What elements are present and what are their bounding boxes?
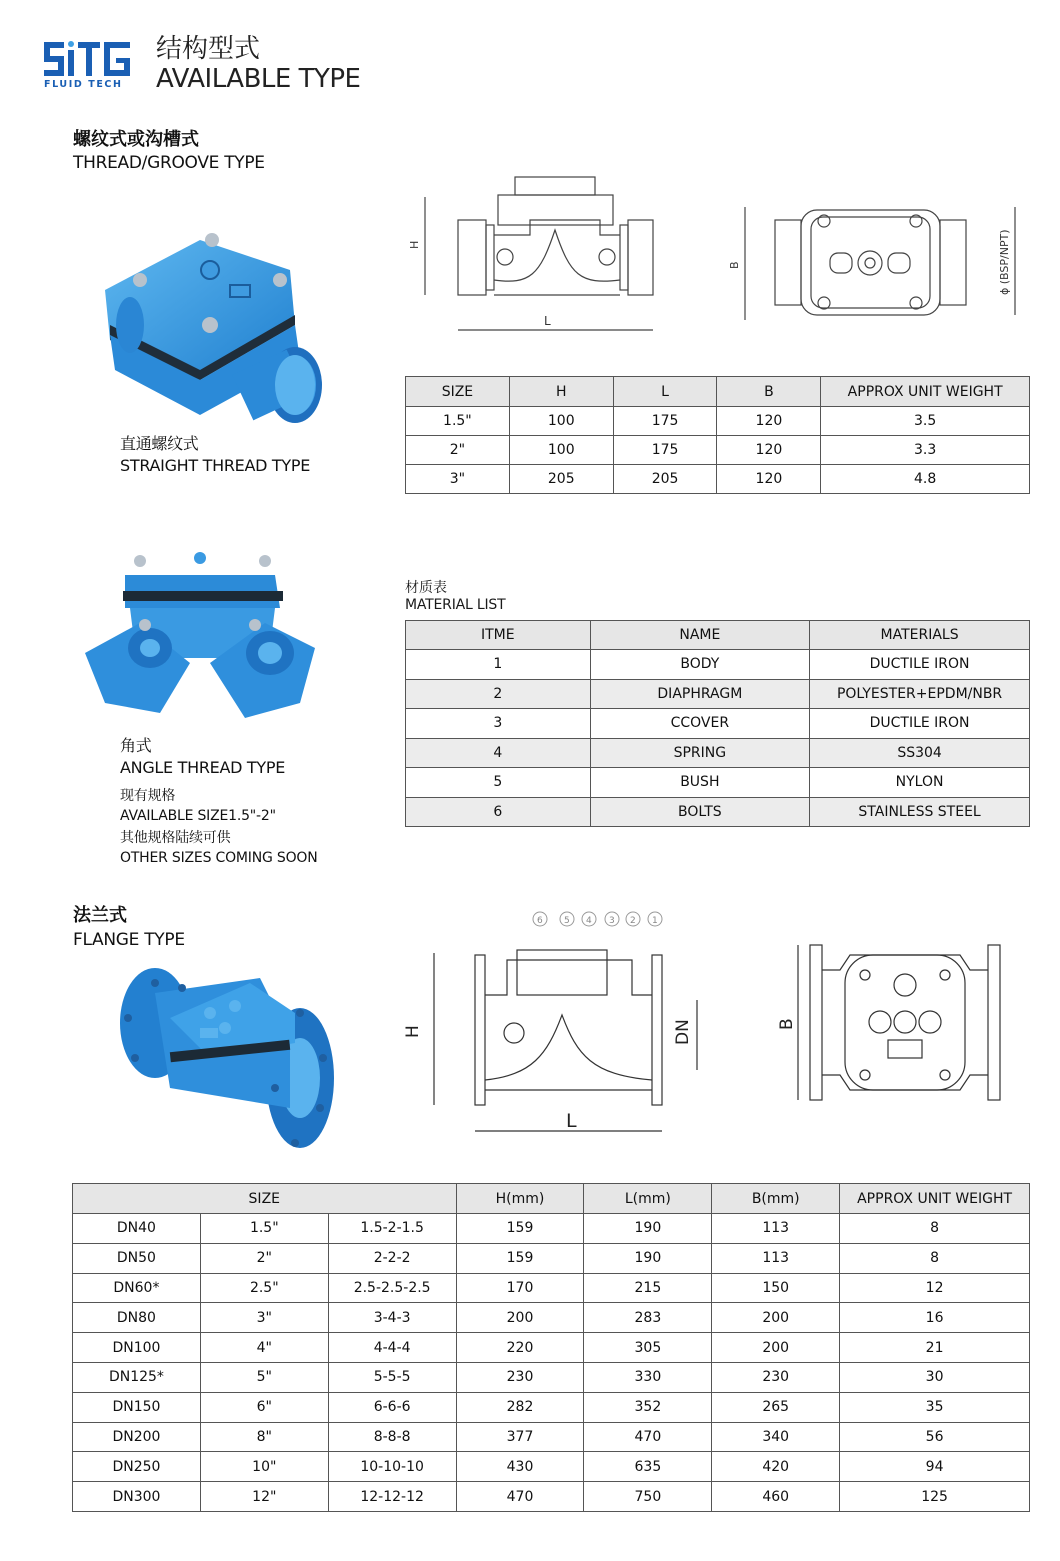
thread-top-drawing [720, 195, 1030, 330]
page-title-cn: 结构型式 [156, 34, 261, 64]
logo-subtitle: FLUID TECH [44, 79, 123, 90]
table-cell: 6" [200, 1392, 328, 1422]
table-cell: 1.5-2-1.5 [328, 1214, 456, 1244]
table-cell: 3 [406, 709, 591, 739]
table-cell: 3-4-3 [328, 1303, 456, 1333]
table-cell: 5 [406, 768, 591, 798]
table-cell: BOLTS [590, 797, 810, 827]
flange-header-h: H(mm) [456, 1184, 584, 1214]
material-list-table [405, 620, 1030, 827]
table-cell: 200 [456, 1303, 584, 1333]
flange-header-weight: APPROX UNIT WEIGHT [840, 1184, 1030, 1214]
table-cell: SPRING [590, 738, 810, 768]
table-cell: 16 [840, 1303, 1030, 1333]
table-cell: 35 [840, 1392, 1030, 1422]
table-cell: 120 [717, 436, 821, 465]
table-cell: DN250 [73, 1452, 201, 1482]
thread-l-label: L [544, 314, 551, 328]
table-cell: 200 [712, 1333, 840, 1363]
angle-other-cn: 其他规格陆续可供 [120, 830, 231, 846]
table-row [73, 1482, 1030, 1512]
table-cell: DN200 [73, 1422, 201, 1452]
table-cell: 190 [584, 1214, 712, 1244]
table-cell: 113 [712, 1243, 840, 1273]
table-cell: 205 [509, 465, 613, 494]
table-cell: DN50 [73, 1243, 201, 1273]
table-cell: 282 [456, 1392, 584, 1422]
table-cell: 30 [840, 1362, 1030, 1392]
straight-thread-caption-cn: 直通螺纹式 [120, 434, 199, 453]
table-cell: 2-2-2 [328, 1243, 456, 1273]
callout-6: 6 [537, 916, 543, 926]
table-cell: 4" [200, 1333, 328, 1363]
material-header-name: NAME [590, 621, 810, 650]
table-cell: 430 [456, 1452, 584, 1482]
table-cell: 3.5 [821, 407, 1030, 436]
table-row [73, 1392, 1030, 1422]
thread-spec-table [405, 376, 1030, 494]
table-cell: 159 [456, 1243, 584, 1273]
table-cell: 200 [712, 1303, 840, 1333]
material-list-title-cn: 材质表 [405, 580, 447, 596]
table-cell: DN40 [73, 1214, 201, 1244]
table-cell: 21 [840, 1333, 1030, 1363]
table-cell: 5" [200, 1362, 328, 1392]
table-row [406, 465, 1030, 494]
angle-available-cn: 现有规格 [120, 788, 176, 804]
angle-available-en: AVAILABLE SIZE1.5"-2" [120, 808, 276, 824]
table-cell: 3.3 [821, 436, 1030, 465]
table-row [73, 1452, 1030, 1482]
flange-spec-table [72, 1183, 1030, 1512]
thread-b-label: B [728, 261, 741, 269]
angle-thread-valve-image [80, 553, 320, 738]
table-cell: BUSH [590, 768, 810, 798]
table-row [406, 709, 1030, 739]
table-row [406, 436, 1030, 465]
table-row [406, 679, 1030, 709]
table-cell: 1.5" [200, 1214, 328, 1244]
table-cell: 175 [613, 407, 717, 436]
table-cell: DN100 [73, 1333, 201, 1363]
table-cell: 460 [712, 1482, 840, 1512]
table-cell: 230 [712, 1362, 840, 1392]
table-cell: 12" [200, 1482, 328, 1512]
table-row [73, 1362, 1030, 1392]
table-cell: 159 [456, 1214, 584, 1244]
table-row [73, 1214, 1030, 1244]
table-row [406, 738, 1030, 768]
table-cell: 1.5" [406, 407, 510, 436]
table-cell: 2 [406, 679, 591, 709]
table-cell: 377 [456, 1422, 584, 1452]
thread-side-drawing [410, 165, 680, 340]
page-title-en: AVAILABLE TYPE [156, 64, 361, 94]
table-cell: 340 [712, 1422, 840, 1452]
table-cell: DN300 [73, 1482, 201, 1512]
callout-3: 3 [609, 916, 615, 926]
table-row [73, 1243, 1030, 1273]
table-cell: 2.5" [200, 1273, 328, 1303]
table-cell: 12-12-12 [328, 1482, 456, 1512]
table-cell: BODY [590, 650, 810, 680]
angle-caption-cn: 角式 [120, 736, 152, 755]
angle-caption-en: ANGLE THREAD TYPE [120, 758, 286, 777]
table-cell: 94 [840, 1452, 1030, 1482]
table-cell: 3" [200, 1303, 328, 1333]
table-cell: DN150 [73, 1392, 201, 1422]
table-cell: DN125* [73, 1362, 201, 1392]
flange-section-title-cn: 法兰式 [73, 905, 127, 926]
table-cell: 4 [406, 738, 591, 768]
flange-header-size: SIZE [73, 1184, 457, 1214]
table-cell: 8" [200, 1422, 328, 1452]
thread-header-h: H [509, 377, 613, 407]
table-cell: DUCTILE IRON [810, 709, 1030, 739]
table-cell: 10" [200, 1452, 328, 1482]
table-cell: 8 [840, 1214, 1030, 1244]
thread-header-l: L [613, 377, 717, 407]
table-cell: 215 [584, 1273, 712, 1303]
flange-header-l: L(mm) [584, 1184, 712, 1214]
table-cell: 12 [840, 1273, 1030, 1303]
callout-2: 2 [630, 916, 636, 926]
table-cell: SS304 [810, 738, 1030, 768]
table-cell: DN60* [73, 1273, 201, 1303]
thread-header-b: B [717, 377, 821, 407]
table-row [406, 768, 1030, 798]
table-cell: 4-4-4 [328, 1333, 456, 1363]
table-cell: 205 [613, 465, 717, 494]
table-cell: 120 [717, 465, 821, 494]
table-cell: 420 [712, 1452, 840, 1482]
flange-header-b: B(mm) [712, 1184, 840, 1214]
callout-4: 4 [586, 916, 592, 926]
table-cell: 100 [509, 407, 613, 436]
table-cell: 2.5-2.5-2.5 [328, 1273, 456, 1303]
table-cell: 100 [509, 436, 613, 465]
table-cell: DN80 [73, 1303, 201, 1333]
table-cell: 470 [456, 1482, 584, 1512]
table-cell: 635 [584, 1452, 712, 1482]
table-row [406, 797, 1030, 827]
table-cell: POLYESTER+EPDM/NBR [810, 679, 1030, 709]
flange-b-label: B [777, 1018, 797, 1030]
table-cell: DUCTILE IRON [810, 650, 1030, 680]
table-cell: 352 [584, 1392, 712, 1422]
flange-side-drawing [403, 905, 712, 1140]
table-row [406, 407, 1030, 436]
flange-valve-image [110, 958, 335, 1158]
flange-top-drawing [770, 940, 1005, 1105]
table-cell: 10-10-10 [328, 1452, 456, 1482]
callout-5: 5 [564, 916, 570, 926]
straight-thread-caption-en: STRAIGHT THREAD TYPE [120, 456, 311, 475]
table-row [73, 1333, 1030, 1363]
table-cell: 1 [406, 650, 591, 680]
callout-1: 1 [652, 916, 658, 926]
table-cell: 220 [456, 1333, 584, 1363]
table-cell: 113 [712, 1214, 840, 1244]
material-list-title-en: MATERIAL LIST [405, 597, 506, 613]
material-header-materials: MATERIALS [810, 621, 1030, 650]
table-cell: 6-6-6 [328, 1392, 456, 1422]
table-cell: DIAPHRAGM [590, 679, 810, 709]
flange-dn-label: DN [673, 1019, 693, 1045]
table-cell: 3" [406, 465, 510, 494]
table-cell: 8-8-8 [328, 1422, 456, 1452]
table-cell: 6 [406, 797, 591, 827]
table-cell: 8 [840, 1243, 1030, 1273]
flange-h-label: H [403, 1025, 423, 1038]
table-cell: NYLON [810, 768, 1030, 798]
table-cell: 5-5-5 [328, 1362, 456, 1392]
table-cell: STAINLESS STEEL [810, 797, 1030, 827]
material-header-item: ITME [406, 621, 591, 650]
flange-section-title-en: FLANGE TYPE [73, 930, 185, 950]
table-cell: 4.8 [821, 465, 1030, 494]
thread-header-weight: APPROX UNIT WEIGHT [821, 377, 1030, 407]
table-cell: 56 [840, 1422, 1030, 1452]
thread-h-label: H [408, 240, 421, 249]
thread-header-size: SIZE [406, 377, 510, 407]
table-row [73, 1303, 1030, 1333]
straight-thread-valve-image [90, 230, 330, 440]
table-cell: 305 [584, 1333, 712, 1363]
thread-bsp-label: ϕ (BSP/NPT) [998, 229, 1011, 295]
table-cell: 170 [456, 1273, 584, 1303]
table-cell: 750 [584, 1482, 712, 1512]
table-cell: 190 [584, 1243, 712, 1273]
table-row [73, 1422, 1030, 1452]
table-cell: 2" [406, 436, 510, 465]
table-cell: 265 [712, 1392, 840, 1422]
table-cell: 283 [584, 1303, 712, 1333]
table-cell: 330 [584, 1362, 712, 1392]
thread-section-title-cn: 螺纹式或沟槽式 [73, 129, 199, 150]
logo [44, 36, 136, 94]
flange-l-label: L [566, 1110, 577, 1132]
table-cell: 2" [200, 1243, 328, 1273]
table-cell: 120 [717, 407, 821, 436]
thread-section-title-en: THREAD/GROOVE TYPE [73, 153, 265, 173]
table-cell: 125 [840, 1482, 1030, 1512]
table-row [73, 1273, 1030, 1303]
table-cell: 150 [712, 1273, 840, 1303]
table-cell: 470 [584, 1422, 712, 1452]
table-cell: CCOVER [590, 709, 810, 739]
table-cell: 175 [613, 436, 717, 465]
angle-other-en: OTHER SIZES COMING SOON [120, 850, 318, 866]
table-row [406, 650, 1030, 680]
table-cell: 230 [456, 1362, 584, 1392]
